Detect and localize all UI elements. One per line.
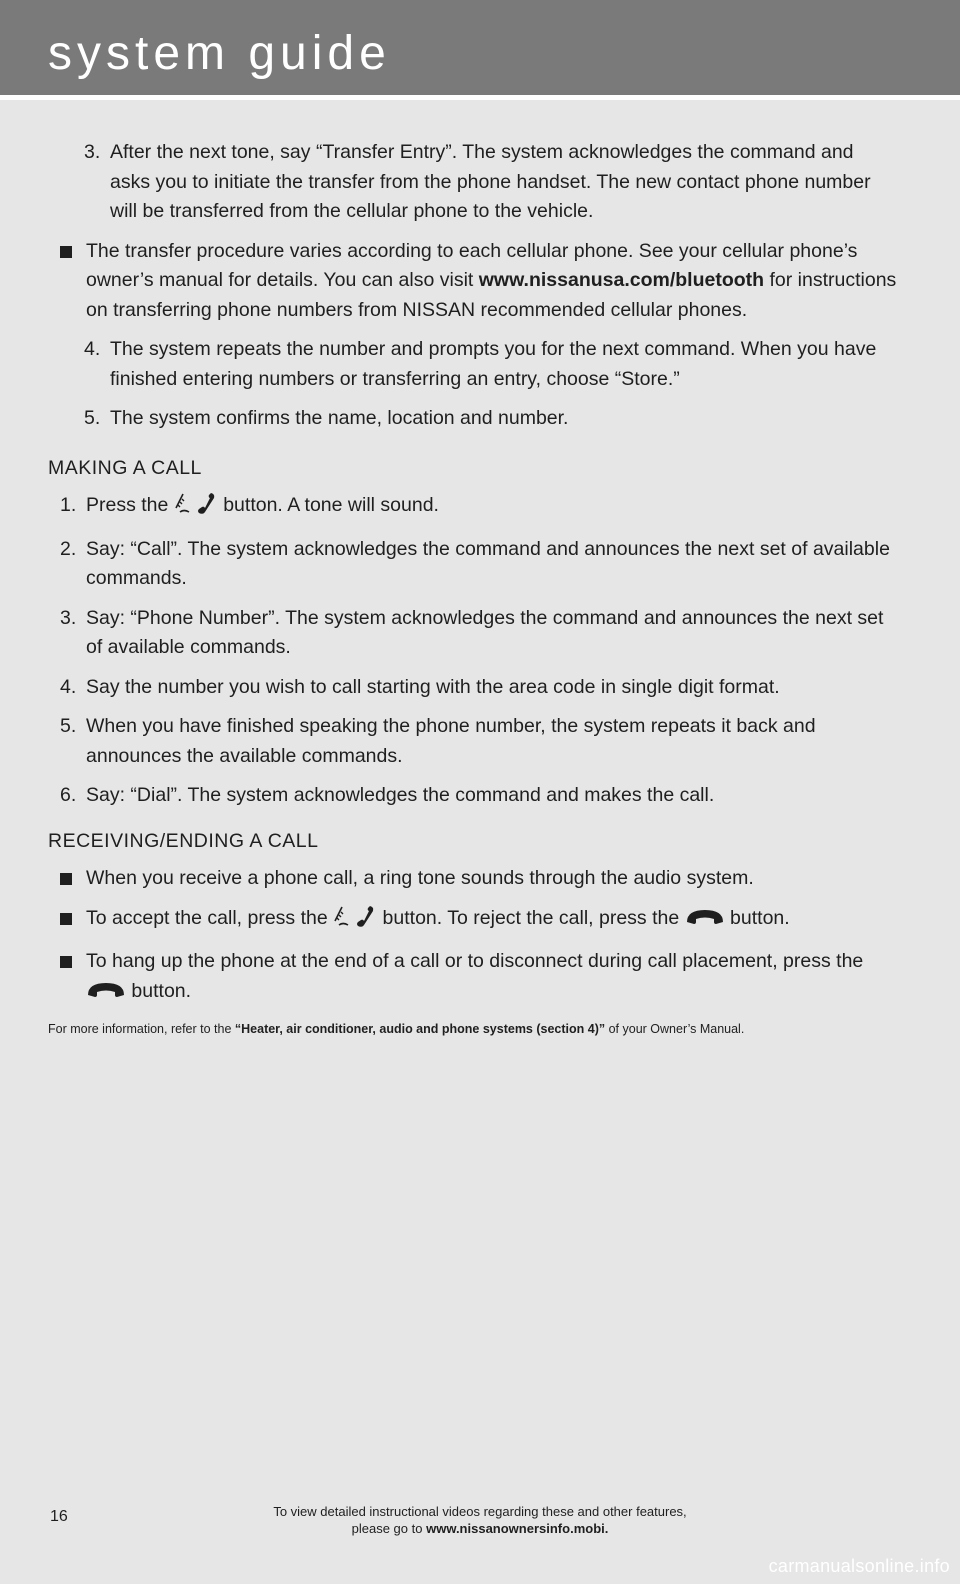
bullet-square-icon (60, 956, 72, 968)
list-item (48, 491, 898, 525)
bullet-text: When you receive a phone call, a ring tone sounds through the audio system. (86, 867, 754, 889)
bullet-square-icon (60, 873, 72, 885)
bullet-text: To hang up the phone at the end of a call or to disconnect during call placement, press the (86, 950, 864, 972)
list-item (48, 404, 898, 434)
step-number: 6. (60, 784, 77, 806)
footnote-text: For more information, refer to the (48, 1022, 235, 1036)
voice-phone-icon (333, 904, 377, 938)
step-text: The system confirms the name, location and number. (110, 407, 569, 429)
footnote-reference: “Heater, air conditioner, audio and phone systems (section 4)” (234, 1022, 606, 1036)
list-item (48, 904, 898, 938)
page-header (0, 0, 960, 95)
bullet-square-icon (60, 913, 72, 925)
list-item (48, 673, 898, 703)
step-number: 2. (60, 537, 77, 560)
section-heading: MAKING A CALL (48, 456, 202, 479)
bullet-text: for instructions on transferring phone numbers from NISSAN recommended cellular phones. (86, 269, 897, 321)
step-number: 4. (84, 338, 101, 360)
bullet-text: button. To reject the call, press the (377, 906, 685, 929)
step-number: 3. (84, 141, 101, 163)
bullet-text: button. (724, 906, 790, 929)
section-title: system guide (48, 27, 391, 80)
step-number: 5. (60, 715, 77, 737)
list-item (48, 237, 898, 326)
step-text: Say the number you wish to call starting with the area code in single digit format. (86, 675, 780, 698)
list-item (48, 864, 898, 894)
watermark: carmanualsonline.info (768, 1556, 950, 1576)
step-text: After the next tone, say “Transfer Entry”. The system acknowledges the command and asks you to initiate the transfer from the phone handset. The new contact phone number will be transferred from the cellular phone to the vehicle. (110, 141, 871, 222)
bullet-text: button. (126, 979, 192, 1002)
list-item (48, 604, 898, 663)
list-item (48, 947, 898, 1010)
list-item (48, 781, 898, 811)
step-text: Press the (86, 494, 174, 516)
bullet-square-icon (60, 246, 72, 258)
footer-note-line: To view detailed instructional videos regarding these and other features, (273, 1504, 687, 1519)
footnote (48, 1020, 898, 1038)
header-rule (0, 95, 960, 100)
hang-up-icon (685, 906, 725, 938)
step-number: 3. (60, 606, 77, 629)
bullet-text: To accept the call, press the (86, 906, 334, 929)
step-number: 4. (60, 675, 77, 698)
step-text: The system repeats the number and prompts you for the next command. When you have finished entering numbers or transferring an entry, choose “Store.” (110, 338, 877, 390)
step-number: 1. (60, 494, 77, 516)
footnote-text: of your Owner’s Manual. (605, 1022, 745, 1036)
footer-note-text: please go to (351, 1521, 427, 1536)
step-number: 5. (84, 407, 101, 429)
page-number: 16 (50, 1508, 68, 1525)
list-item (48, 712, 898, 771)
list-item (48, 335, 898, 394)
footer-note (200, 1503, 760, 1537)
footer-note-line (200, 1520, 760, 1537)
owners-info-link[interactable]: www.nissanownersinfo.mobi. (426, 1521, 609, 1536)
step-text: Say: “Dial”. The system acknowledges the command and makes the call. (86, 784, 715, 806)
step-text: Say: “Call”. The system acknowledges the command and announces the next set of available commands. (86, 537, 890, 589)
bullet-text: The transfer procedure varies according to each cellular phone. See your cellular phone’s owner’s manual for details. You can also visit (86, 239, 858, 291)
page-content (48, 138, 898, 1038)
step-text: button. A tone will sound. (217, 494, 439, 516)
list-item (48, 138, 898, 227)
step-text: When you have finished speaking the phone number, the system repeats it back and announces the available commands. (86, 715, 816, 767)
section-heading: RECEIVING/ENDING A CALL (48, 829, 319, 852)
step-text: Say: “Phone Number”. The system acknowledges the command and announces the next set of available commands. (86, 606, 884, 658)
bluetooth-link[interactable]: www.nissanusa.com/bluetooth (478, 269, 765, 291)
hang-up-icon (86, 979, 126, 1011)
list-item (48, 535, 898, 594)
voice-phone-icon (174, 491, 218, 525)
